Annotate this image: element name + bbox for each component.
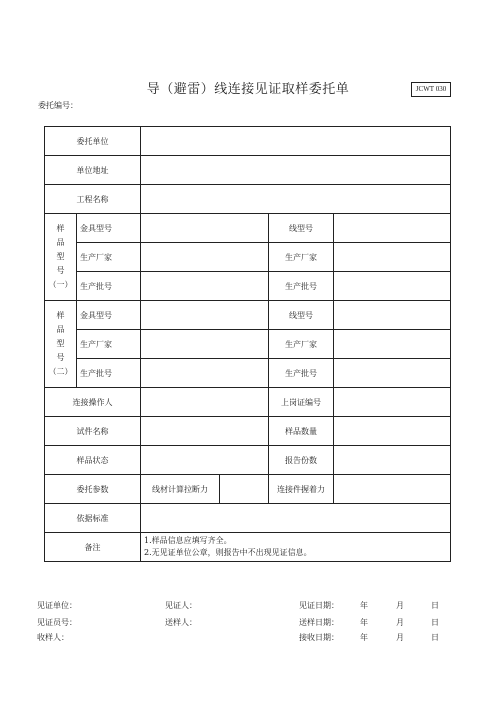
form-code: JCWT 030 — [411, 82, 451, 97]
witness-unit-label: 见证单位： — [37, 601, 77, 610]
fitting-model-value-cell[interactable] — [141, 214, 269, 243]
report-copies-label: 报告份数 — [269, 446, 334, 475]
client-value-cell[interactable] — [141, 127, 451, 156]
side-char: 号 — [56, 353, 65, 362]
address-label: 单位地址 — [45, 156, 141, 185]
wire-break-force-value-cell[interactable] — [220, 475, 269, 504]
side-char: （二） — [48, 367, 73, 376]
remarks-label: 备注 — [45, 533, 141, 562]
day-label: 日 — [431, 601, 439, 610]
project-label: 工程名称 — [45, 185, 141, 214]
sample-state-label: 样品状态 — [45, 446, 141, 475]
sample-qty-value-cell[interactable] — [334, 417, 451, 446]
side-char: 品 — [56, 325, 65, 334]
side-char: 号 — [56, 266, 65, 275]
wire-break-force-label: 线材计算拉断力 — [141, 475, 220, 504]
wire-model-value-cell[interactable] — [334, 214, 451, 243]
cert-no-label: 上岗证编号 — [269, 388, 334, 417]
form-title: 导（避雷）线连接见证取样委托单 — [146, 82, 350, 97]
entrust-params-label: 委托参数 — [45, 475, 141, 504]
report-copies-value-cell[interactable] — [334, 446, 451, 475]
sample-two-side-label — [45, 301, 77, 388]
side-char: 型 — [56, 339, 65, 348]
remark-line: 1.样品信息应填写齐全。 — [144, 536, 232, 545]
wire-model-label: 线型号 — [269, 214, 334, 243]
witness-person-label: 见证人： — [165, 601, 197, 610]
basis-label: 依据标准 — [45, 504, 141, 533]
remarks-cell — [141, 533, 451, 562]
year-label: 年 — [360, 618, 368, 627]
batch-no-right-value-cell[interactable] — [334, 272, 451, 301]
day-label: 日 — [431, 633, 439, 642]
specimen-name-label: 试件名称 — [45, 417, 141, 446]
entrust-number-label: 委托编号： — [38, 101, 78, 110]
clamp-force-label: 连接件握着力 — [269, 475, 334, 504]
batch-no-label: 生产批号 — [77, 359, 141, 388]
year-label: 年 — [360, 601, 368, 610]
witness-date-label: 见证日期： — [299, 601, 339, 610]
side-char: （一） — [48, 280, 73, 289]
batch-no-label-right: 生产批号 — [269, 272, 334, 301]
operator-label: 连接操作人 — [45, 388, 141, 417]
receive-date-label: 接收日期： — [299, 633, 339, 642]
project-value-cell[interactable] — [141, 185, 451, 214]
operator-value-cell[interactable] — [141, 388, 269, 417]
manufacturer-label-right: 生产厂家 — [269, 243, 334, 272]
day-label: 日 — [431, 618, 439, 627]
batch-no-label: 生产批号 — [77, 272, 141, 301]
address-value-cell[interactable] — [141, 156, 451, 185]
wire-model-label: 线型号 — [269, 301, 334, 330]
batch-no-label-right: 生产批号 — [269, 359, 334, 388]
batch-no-value-cell[interactable] — [141, 359, 269, 388]
remark-line: 2.无见证单位公章，则报告中不出现见证信息。 — [144, 548, 312, 557]
month-label: 月 — [396, 633, 404, 642]
clamp-force-value-cell[interactable] — [334, 475, 451, 504]
manufacturer-value-cell[interactable] — [141, 243, 269, 272]
year-label: 年 — [360, 633, 368, 642]
month-label: 月 — [396, 618, 404, 627]
sample-qty-label: 样品数量 — [269, 417, 334, 446]
batch-no-right-value-cell[interactable] — [334, 359, 451, 388]
receiver-label: 收样人： — [37, 633, 69, 642]
send-date-label: 送样日期： — [299, 618, 339, 627]
specimen-name-value-cell[interactable] — [141, 417, 269, 446]
sample-one-side-label — [45, 214, 77, 301]
cert-no-value-cell[interactable] — [334, 388, 451, 417]
manufacturer-label: 生产厂家 — [77, 243, 141, 272]
side-char: 品 — [56, 238, 65, 247]
manufacturer-label: 生产厂家 — [77, 330, 141, 359]
manufacturer-value-cell[interactable] — [141, 330, 269, 359]
manufacturer-right-value-cell[interactable] — [334, 243, 451, 272]
month-label: 月 — [396, 601, 404, 610]
fitting-model-value-cell[interactable] — [141, 301, 269, 330]
sample-state-value-cell[interactable] — [141, 446, 269, 475]
client-label: 委托单位 — [45, 127, 141, 156]
manufacturer-right-value-cell[interactable] — [334, 330, 451, 359]
fitting-model-label: 金具型号 — [77, 214, 141, 243]
wire-model-value-cell[interactable] — [334, 301, 451, 330]
side-char: 样 — [56, 311, 65, 320]
fitting-model-label: 金具型号 — [77, 301, 141, 330]
side-char: 样 — [56, 224, 65, 233]
manufacturer-label-right: 生产厂家 — [269, 330, 334, 359]
entrust-form-table — [44, 126, 451, 562]
sender-label: 送样人： — [165, 618, 197, 627]
batch-no-value-cell[interactable] — [141, 272, 269, 301]
witness-staff-label: 见证员号： — [37, 618, 77, 627]
side-char: 型 — [56, 252, 65, 261]
basis-value-cell[interactable] — [141, 504, 451, 533]
